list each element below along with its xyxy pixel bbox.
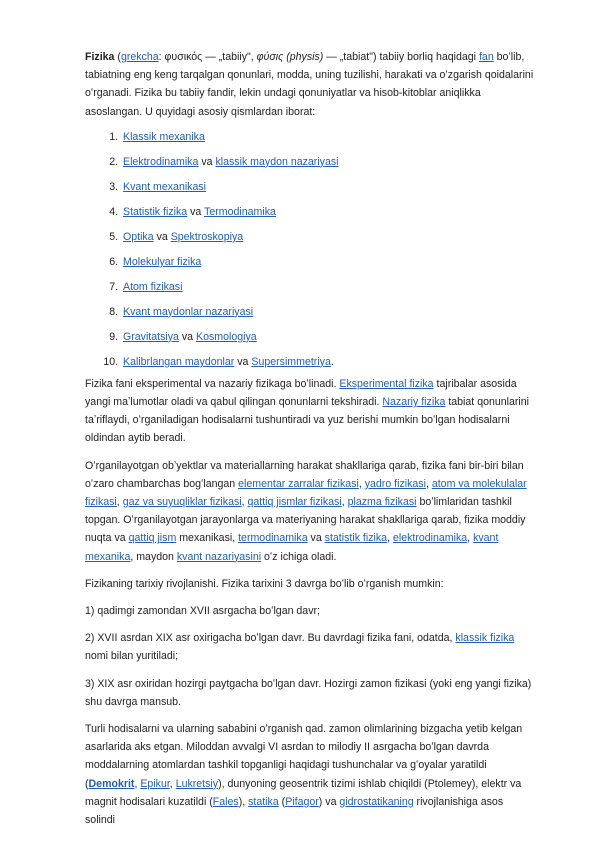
link-statistik-fizika-2[interactable]: statistik fizika <box>324 532 388 545</box>
link-klassik-fizika[interactable]: klassik fizika <box>455 632 515 645</box>
link-fales[interactable]: Fales <box>212 795 239 808</box>
link-termodinamika[interactable]: Termodinamika <box>204 205 276 218</box>
text-span: oʻz ichiga oladi. <box>261 550 337 563</box>
text-span: 2) XVII asrdan XIX asr oxirigacha boʻlgan davr. Bu davrdagi fizika fani, odatda, <box>85 632 456 645</box>
link-qattiq-jism[interactable]: qattiq jism <box>128 532 177 545</box>
text-span: , <box>425 477 432 490</box>
link-statistik-fizika[interactable]: Statistik fizika <box>123 205 188 218</box>
text-span: , <box>467 532 474 545</box>
link-kvant-maydonlar[interactable]: Kvant maydonlar nazariyasi <box>123 305 254 318</box>
text-span: rivojlanishiga asos solindi <box>85 795 504 827</box>
paragraph-ancient <box>85 720 536 829</box>
link-demokrit[interactable]: Demokrit <box>88 777 135 790</box>
link-termodinamika-2[interactable]: termodinamika <box>238 532 308 545</box>
link-plazma-fizikasi[interactable]: plazma fizikasi <box>347 496 417 509</box>
link-kvant-mexanika[interactable]: kvant mexanika <box>85 532 499 563</box>
list-item <box>121 305 536 319</box>
link-atom-molekulalar[interactable]: atom va molekulalar fizikasi <box>85 477 527 509</box>
text-span: , <box>169 777 176 790</box>
text-span: va <box>307 532 325 545</box>
text-span: ( <box>278 795 286 808</box>
link-kalibrlangan-maydonlar[interactable]: Kalibrlangan maydonlar <box>123 355 235 368</box>
text-span: , <box>241 496 248 509</box>
link-gravitatsiya[interactable]: Gravitatsiya <box>123 330 179 343</box>
text-span: tajribalar asosida yangi maʼlumotlar oladi va qabul qilingan qonunlarni tekshiradi. <box>85 377 517 409</box>
paragraph-period-2 <box>85 629 536 665</box>
list-item <box>121 205 536 219</box>
link-kosmologiya[interactable]: Kosmologiya <box>196 330 257 343</box>
text-span: ) va <box>318 795 340 808</box>
text-span: ), dunyoning geosentrik tizimi ishlab chiqildi (Ptolemey), elektr va magnit hodisalari kuzatildi ( <box>85 777 522 808</box>
list-item <box>121 280 536 294</box>
link-gaz-suyuqliklar[interactable]: gaz va suyuqliklar fizikasi <box>122 496 242 509</box>
text-span: ( <box>114 51 121 63</box>
text-span: : φυσικός — „tabiiy", <box>158 51 257 63</box>
link-elektrodinamika[interactable]: Elektrodinamika <box>123 155 199 168</box>
list-item <box>121 130 536 144</box>
link-fan[interactable]: fan <box>478 51 494 63</box>
text-span: tabiat qonunlarini taʼriflaydi, oʻrganiladigan hodisalarni tushuntiradi va yuz berishi mumkin boʻlgan hodisalarni oldindan aytib beradi. <box>85 396 530 445</box>
paragraph-period-3: 3) XIX asr oxiridan hozirgi paytgacha boʻlgan davr. Hozirgi zamon fizikasi (yoki eng yangi fizika) shu davrga mansub. <box>85 677 532 708</box>
link-elementar-zarralar[interactable]: elementar zarralar fizikasi <box>238 477 359 490</box>
text-span: ), <box>238 795 249 808</box>
link-gidrostatika[interactable]: gidrostatikaning <box>339 795 414 808</box>
link-klassik-maydon[interactable]: klassik maydon nazariyasi <box>215 155 339 168</box>
list-item <box>121 330 536 344</box>
link-kvant-nazariyasi[interactable]: kvant nazariyasini <box>176 550 262 563</box>
link-optika[interactable]: Optika <box>123 230 154 243</box>
link-molekulyar-fizika[interactable]: Molekulyar fizika <box>123 255 202 268</box>
paragraph-period-1: 1) qadimgi zamondan XVII asrgacha boʻlgan davr; <box>85 605 320 618</box>
text-span: , <box>116 496 123 509</box>
article-title: Fizika <box>85 51 115 63</box>
link-qattiq-jismlar[interactable]: qattiq jismlar fizikasi <box>247 496 342 509</box>
greek-term: φύσις (physis) <box>256 51 324 63</box>
text-span: boʻlib, tabiatning eng keng tarqalgan qonunlari, modda, uning tuzilishi, harakati va oʻzgarish qoidalarini oʻrganadi. Fizika bu tabiiy fandir, lekin undagi qonuniyatlar va hisob-kitoblar aniqlikka asoslangan. U quyidagi asosiy qismlardan iborat: <box>85 51 534 118</box>
link-pifagor[interactable]: Pifagor <box>285 795 319 808</box>
link-yadro-fizikasi[interactable]: yadro fizikasi <box>364 477 426 490</box>
text-span: , <box>387 532 393 545</box>
paragraph-history-intro: Fizikaning tarixiy rivojlanishi. Fizika tarixini 3 davrga boʻlib oʻrganish mumkin: <box>85 577 444 590</box>
link-grekcha[interactable]: grekcha <box>120 51 159 63</box>
paragraph-experimental-theoretical <box>85 375 536 448</box>
text-span: mexanikasi, <box>176 532 239 545</box>
link-atom-fizikasi[interactable]: Atom fizikasi <box>123 280 183 293</box>
list-item <box>121 180 536 194</box>
link-statika[interactable]: statika <box>248 795 279 808</box>
link-eksperimental-fizika[interactable]: Eksperimental fizika <box>339 377 434 390</box>
link-elektrodinamika-2[interactable]: elektrodinamika <box>392 532 468 545</box>
text-span: . <box>330 355 334 368</box>
list-item <box>121 355 536 369</box>
link-supersimmetriya[interactable]: Supersimmetriya <box>251 355 331 368</box>
link-spektroskopiya[interactable]: Spektroskopiya <box>170 230 244 243</box>
text-span: , <box>341 496 348 509</box>
text-span: — „tabiat") tabiiy borliq haqidagi <box>323 51 479 63</box>
link-kvant-mexanikasi[interactable]: Kvant mexanikasi <box>123 180 207 193</box>
link-nazariy-fizika[interactable]: Nazariy fizika <box>382 396 446 409</box>
text-span: va <box>187 205 205 218</box>
text-span: va <box>198 155 216 168</box>
text-span: Turli hodisalarni va ularning sababini oʻrganish qad. zamon olimlarining bizgacha yetib kelgan asarlarida aks etgan. Miloddan avvalgi VI asrdan to milodiy II asrgacha boʻlgan davrda moddalarning atomlardan tashkil topganligi haqidagi tushunchalar va gʻoyalar yaratildi ( <box>85 723 523 790</box>
text-span: , maydon <box>130 550 177 563</box>
text-span: Fizika fani eksperimental va nazariy fizikaga boʻlinadi. <box>85 377 340 390</box>
link-klassik-mexanika[interactable]: Klassik mexanika <box>123 130 205 143</box>
text-span: nomi bilan yuritiladi; <box>85 650 179 663</box>
list-item <box>121 155 536 169</box>
paragraph-branches <box>85 457 536 566</box>
text-span: va <box>234 355 252 368</box>
text-span: , <box>134 777 141 790</box>
text-span: va <box>178 330 197 343</box>
list-item <box>121 255 536 269</box>
text-span: , <box>358 477 365 490</box>
intro-paragraph <box>85 48 536 121</box>
list-item <box>121 230 536 244</box>
text-span: boʻlimlaridan tashkil topgan. Oʻrganilayotgan jarayonlarga va materiyaning harakat shakllariga qarab, fizika moddiy nuqta va <box>85 496 526 545</box>
link-epikur[interactable]: Epikur <box>140 777 170 790</box>
link-lukretsiy[interactable]: Lukretsiy <box>175 777 219 790</box>
text-span: va <box>153 230 171 243</box>
sections-list <box>85 130 536 369</box>
text-span: Oʻrganilayotgan obʼyektlar va materiallarning harakat shakllariga qarab, fizika fani bir-biri bilan oʻzaro chambarchas bogʻlangan <box>85 459 524 490</box>
